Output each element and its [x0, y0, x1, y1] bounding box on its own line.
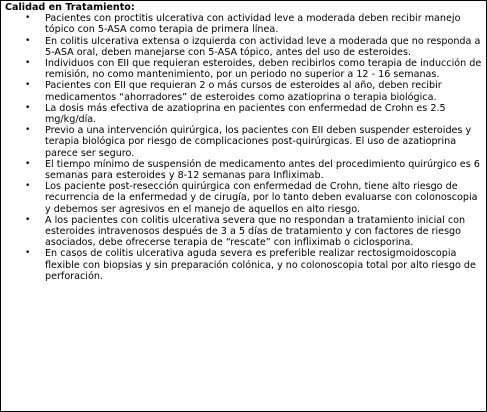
bullet-icon: •	[25, 125, 31, 136]
list-item	[5, 80, 482, 102]
list-item-text: El tiempo mínimo de suspensión de medicamento antes del procedimiento quirúrgico es 6 semanas para esteroides y 8-12 semanas para Infliximab.	[45, 158, 480, 182]
list-item-text: Previo a una intervención quirúrgica, los pacientes con EII deben suspender esteroides y terapia biológica por riesgo de complicaciones post-quirúrgicas. El uso de azatioprina parece ser seguro.	[45, 125, 472, 159]
list-item-text: Pacientes con proctitis ulcerativa con actividad leve a moderada deben recibir manejo tópico con 5-ASA como terapia de primera línea.	[45, 13, 461, 36]
bullet-icon: •	[25, 102, 31, 113]
list-item-text: A los pacientes con colitis ulcerativa severa que no respondan a tratamiento inicial con esteroides intravenosos después de 3 a 5 días de tratamiento y con factores de riesgo asociados, debe ofrecerse terapia de “rescate” con infliximab o ciclosporina.	[45, 214, 466, 249]
bullet-icon: •	[25, 58, 31, 69]
bullet-icon: •	[25, 181, 31, 192]
section-title: Calidad en Tratamiento:	[5, 2, 135, 13]
bullet-icon: •	[25, 158, 31, 169]
bullet-icon: •	[25, 80, 31, 91]
list-item	[5, 103, 482, 125]
list-item	[5, 58, 482, 80]
bullet-icon: •	[25, 248, 31, 259]
list-item-text: Individuos con EII que requieran esteroides, deben recibirlos como terapia de inducción de remisión, no como mantenimiento, por un periodo no superior a 12 - 16 semanas.	[45, 58, 482, 81]
list-item	[5, 215, 482, 249]
bullet-icon: •	[25, 214, 31, 225]
list-item	[5, 125, 482, 159]
bullet-icon: •	[25, 13, 31, 24]
list-item-text: Los paciente post-resección quirúrgica con enfermedad de Crohn, tiene alto riesgo de recurrencia de la enfermedad y de cirugía, por lo tanto deben evaluarse con colonoscopia y debemos ser agresivos en el manejo de aquellos en alto riesgo.	[45, 181, 478, 215]
list-item	[5, 13, 482, 35]
list-item	[5, 181, 482, 215]
list-item-text: La dosis más efectiva de azatioprina en pacientes con enfermedad de Crohn es 2.5 mg/kg/día.	[45, 102, 446, 126]
bullet-icon: •	[25, 35, 31, 46]
recommendation-list	[5, 13, 482, 282]
list-item-text: Pacientes con EII que requieran 2 o más cursos de esteroides al año, deben recibir medicamentos “ahorradores” de esteroides como azatioprina o terapia biológica.	[45, 80, 442, 103]
list-item	[5, 36, 482, 58]
list-item-text: En casos de colitis ulcerativa aguda severa es preferible realizar rectosigmoidoscopia flexible con biopsias y sin preparación colónica, y no colonoscopia total por alto riesgo de perforación.	[45, 248, 476, 282]
list-item	[5, 248, 482, 282]
list-item-text: En colitis ulcerativa extensa o izquierda con actividad leve a moderada que no responda a 5-ASA oral, deben manejarse con 5-ASA tópico, antes del uso de esteroides.	[45, 35, 481, 58]
list-item	[5, 159, 482, 181]
